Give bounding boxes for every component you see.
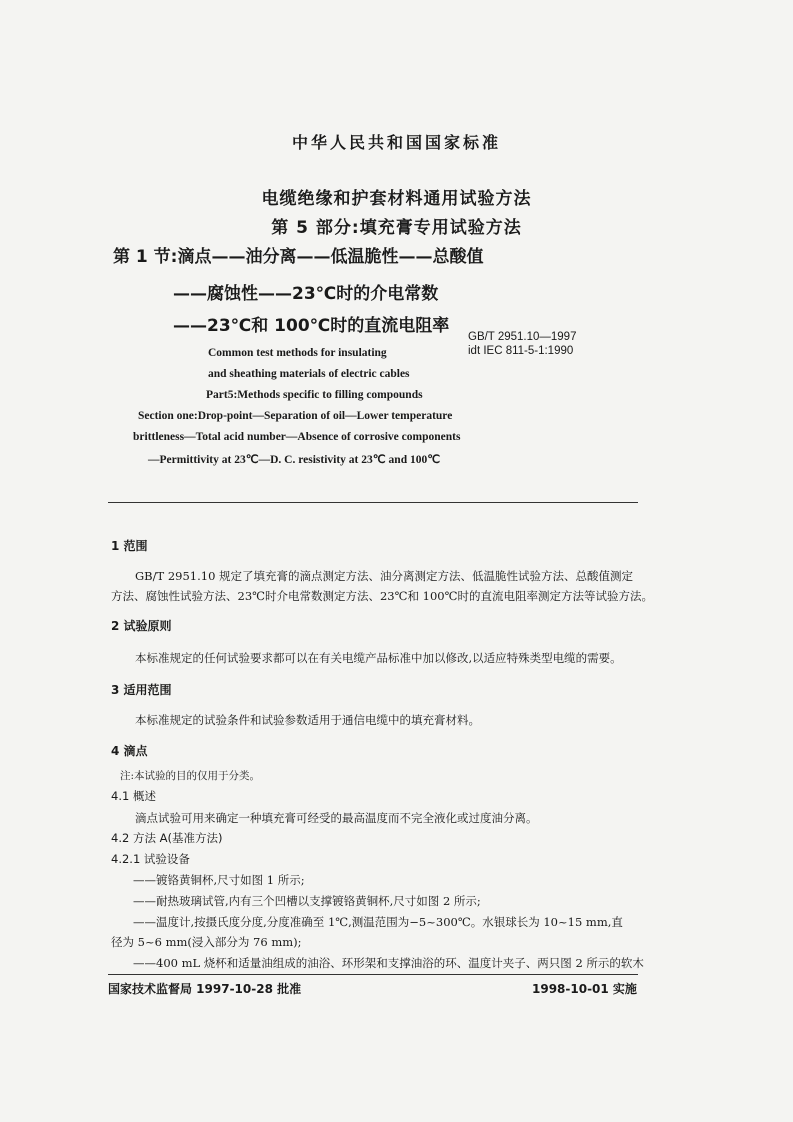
standard-name: 中华人民共和国国家标准 [291,133,501,152]
english-title-line-6: —Permittivity at 23℃—D. C. resistivity at 23℃ and 100℃ [148,454,441,466]
equipment-item-3-line-2: 径为 5~6 mm(浸入部分为 76 mm); [111,935,302,949]
section-3-paragraph: 本标准规定的试验条件和试验参数适用于通信电缆中的填充膏材料。 [135,713,480,727]
title-line-1: 电缆绝缘和护套材料通用试验方法 [261,189,532,209]
standard-code-gb: GB/T 2951.10—1997 [468,331,577,343]
english-title-line-2: and sheathing materials of electric cables [208,368,410,380]
section-2-heading: 2 试验原则 [111,619,172,633]
approval-date: 国家技术监督局 1997-10-28 批准 [108,982,302,996]
equipment-item-3-line-1: ——温度计,按摄氏度分度,分度准确至 1℃,测温范围为−5~300℃。水银球长为 10~15 mm,直 [133,915,623,929]
section-3-heading: 3 适用范围 [111,683,172,697]
equipment-item-4: ——400 mL 烧杯和适量油组成的油浴、环形架和支撑油浴的环、温度计夹子、两只图 2 所示的软木 [133,956,644,970]
english-title-line-5: brittleness—Total acid number—Absence of corrosive components [133,431,461,443]
effective-date: 1998-10-01 实施 [532,982,637,996]
section-4-note: 注:本试验的目的仅用于分类。 [120,770,261,782]
section-1-paragraph-line-1: GB/T 2951.10 规定了填充膏的滴点测定方法、油分离测定方法、低温脆性试验方法、总酸值测定 [135,569,634,583]
equipment-item-2: ——耐热玻璃试管,内有三个凹槽以支撑镀铬黄铜杯,尺寸如图 2 所示; [133,894,481,908]
english-title-line-3: Part5:Methods specific to filling compounds [206,389,423,401]
title-line-4: ——腐蚀性——23℃时的介电常数 [173,284,439,304]
standard-code-idt: idt IEC 811-5-1:1990 [468,345,574,357]
section-4-1-heading: 4.1 概述 [111,789,156,803]
section-4-1-paragraph: 滴点试验可用来确定一种填充膏可经受的最高温度而不完全液化或过度油分离。 [135,811,538,825]
english-title-line-4: Section one:Drop-point—Separation of oil—Lower temperature [138,410,453,422]
footer-divider [108,974,638,975]
title-line-2: 第 5 部分:填充膏专用试验方法 [271,218,522,238]
section-1-heading: 1 范围 [111,539,148,553]
header-divider [108,502,638,503]
title-line-5: ——23℃和 100℃时的直流电阻率 [173,316,450,336]
title-line-3: 第 1 节:滴点——油分离——低温脆性——总酸值 [113,247,484,267]
section-4-2-1-heading: 4.2.1 试验设备 [111,852,190,866]
section-1-paragraph-line-2: 方法、腐蚀性试验方法、23℃时介电常数测定方法、23℃和 100℃时的直流电阻率测定方法等试验方法。 [111,589,653,603]
standard-code [468,330,576,358]
equipment-item-1: ——镀铬黄铜杯,尺寸如图 1 所示; [133,873,305,887]
english-title-line-1: Common test methods for insulating [208,347,387,359]
section-2-paragraph: 本标准规定的任何试验要求都可以在有关电缆产品标准中加以修改,以适应特殊类型电缆的需要。 [135,651,622,665]
section-4-heading: 4 滴点 [111,744,148,758]
section-4-2-heading: 4.2 方法 A(基准方法) [111,831,223,845]
